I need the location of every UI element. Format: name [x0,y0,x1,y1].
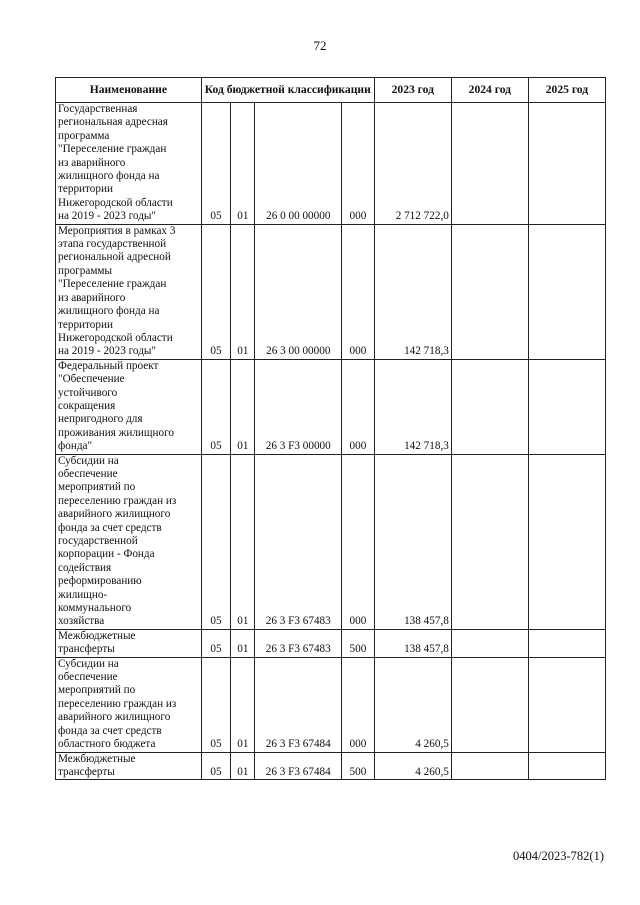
row-target-article-code: 26 3 F3 67484 [255,657,342,752]
table-row [56,752,606,780]
row-subsection-code: 01 [231,657,255,752]
row-target-article-code: 26 3 F3 67483 [255,454,342,629]
budget-table [55,77,606,780]
row-section-code: 05 [201,103,231,225]
row-target-article-code: 26 3 F3 67484 [255,752,342,780]
header-2024: 2024 год [451,78,528,103]
header-code: Код бюджетной классификации [201,78,374,103]
row-subsection-code: 01 [231,224,255,359]
row-expense-type-code: 500 [342,629,375,657]
row-target-article-code: 26 0 00 00000 [255,103,342,225]
row-value-2025 [528,103,605,225]
row-expense-type-code: 500 [342,752,375,780]
row-name-cell: Межбюджетные трансферты [56,752,202,780]
row-value-2024 [451,359,528,454]
row-value-2023: 2 712 722,0 [374,103,451,225]
row-name-cell: Субсидии на обеспечение мероприятий по переселению граждан из аварийного жилищного фонда за счет средств государственной корпорации - Фонда содействия реформированию жилищно- коммунального хозяйства [56,454,202,629]
document-id: 0404/2023-782(1) [513,849,604,863]
row-value-2023: 138 457,8 [374,629,451,657]
row-subsection-code: 01 [231,454,255,629]
row-value-2023: 4 260,5 [374,657,451,752]
row-value-2023: 138 457,8 [374,454,451,629]
row-section-code: 05 [201,657,231,752]
row-name-cell: Мероприятия в рамках 3 этапа государственной региональной адресной программы "Переселение граждан из аварийного жилищного фонда на территории Нижегородской области на 2019 - 2023 годы" [56,224,202,359]
row-value-2024 [451,103,528,225]
row-name-cell: Межбюджетные трансферты [56,629,202,657]
row-target-article-code: 26 3 F3 00000 [255,359,342,454]
row-value-2023: 142 718,3 [374,224,451,359]
row-value-2024 [451,657,528,752]
row-name-cell: Государственная региональная адресная программа "Переселение граждан из аварийного жилищного фонда на территории Нижегородской области на 2019 - 2023 годы" [56,103,202,225]
row-value-2025 [528,224,605,359]
row-section-code: 05 [201,224,231,359]
row-value-2025 [528,454,605,629]
header-2025: 2025 год [528,78,605,103]
table-row [56,454,606,629]
row-section-code: 05 [201,752,231,780]
row-value-2025 [528,629,605,657]
row-value-2025 [528,752,605,780]
row-value-2025 [528,657,605,752]
header-2023: 2023 год [374,78,451,103]
row-expense-type-code: 000 [342,657,375,752]
row-name-cell: Субсидии на обеспечение мероприятий по переселению граждан из аварийного жилищного фонда за счет средств областного бюджета [56,657,202,752]
row-expense-type-code: 000 [342,454,375,629]
row-section-code: 05 [201,359,231,454]
row-section-code: 05 [201,454,231,629]
row-name-cell: Федеральный проект "Обеспечение устойчивого сокращения непригодного для проживания жилищного фонда" [56,359,202,454]
page-number: 72 [313,38,327,53]
row-value-2023: 4 260,5 [374,752,451,780]
table-row [56,359,606,454]
row-target-article-code: 26 3 F3 67483 [255,629,342,657]
row-value-2024 [451,454,528,629]
row-expense-type-code: 000 [342,103,375,225]
row-subsection-code: 01 [231,103,255,225]
row-value-2025 [528,359,605,454]
table-body [56,103,606,780]
row-value-2024 [451,752,528,780]
row-value-2024 [451,629,528,657]
row-value-2024 [451,224,528,359]
row-subsection-code: 01 [231,359,255,454]
table-header-row [56,78,606,103]
table-row [56,103,606,225]
header-name: Наименование [56,78,202,103]
row-subsection-code: 01 [231,752,255,780]
row-section-code: 05 [201,629,231,657]
row-value-2023: 142 718,3 [374,359,451,454]
row-subsection-code: 01 [231,629,255,657]
row-target-article-code: 26 3 00 00000 [255,224,342,359]
table-row [56,224,606,359]
row-expense-type-code: 000 [342,224,375,359]
table-row [56,629,606,657]
row-expense-type-code: 000 [342,359,375,454]
table-row [56,657,606,752]
